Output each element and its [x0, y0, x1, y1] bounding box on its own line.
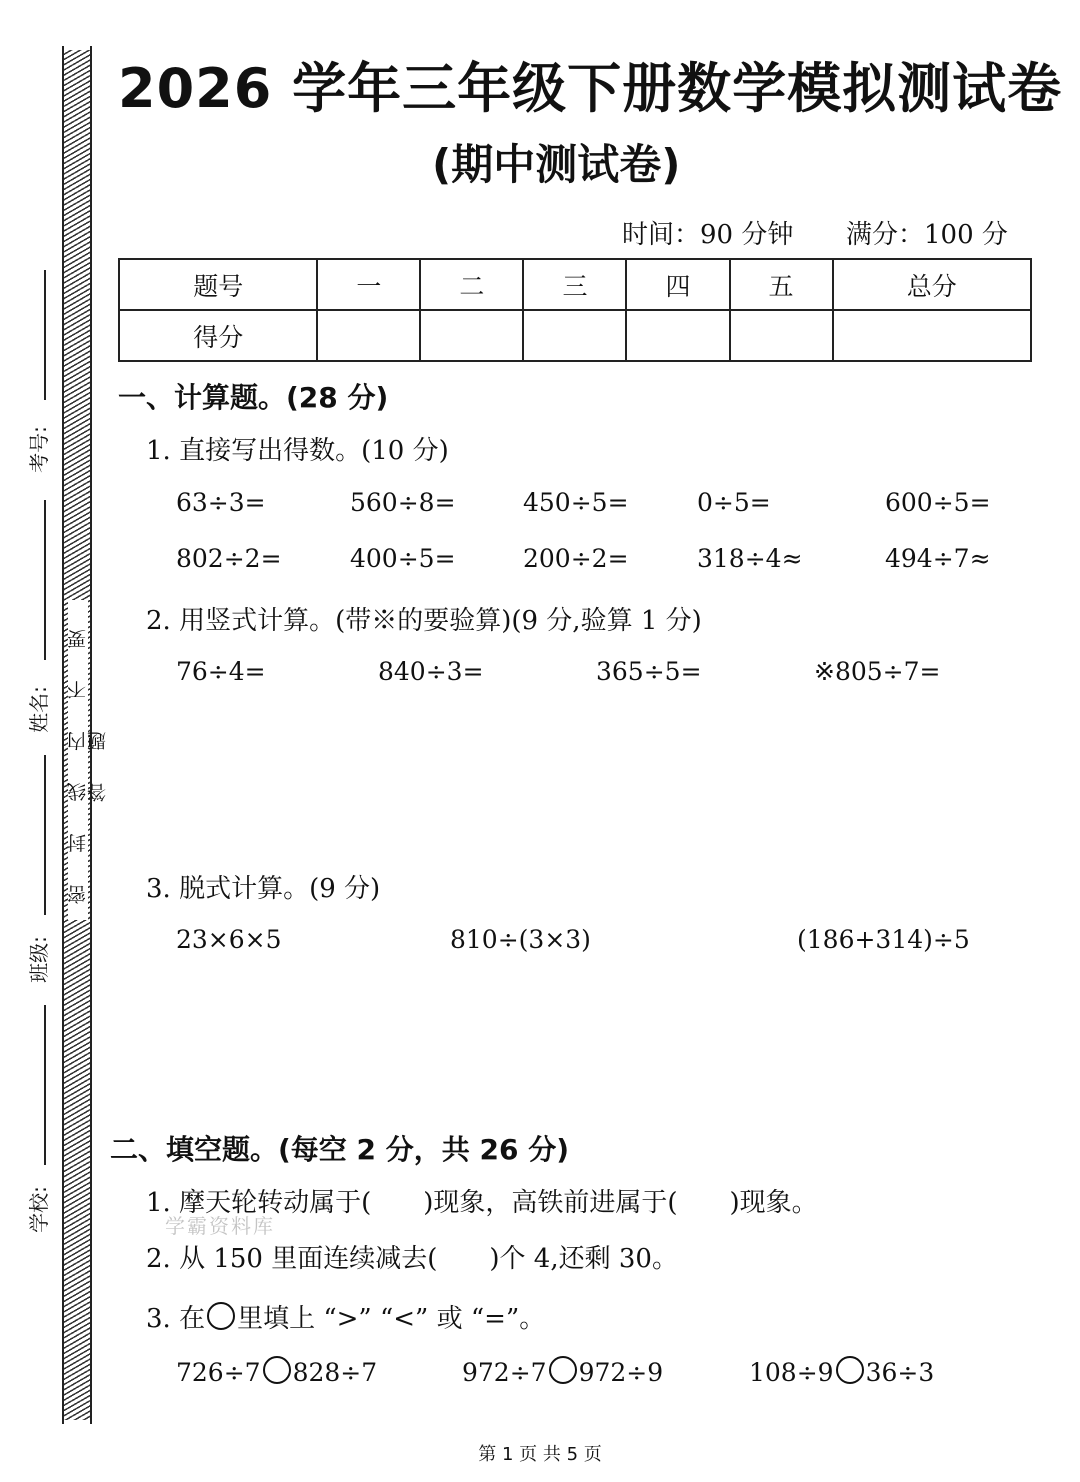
- score-cell-empty: [317, 310, 420, 361]
- vertical-calc-item: 76÷4=: [176, 657, 266, 686]
- step-calc-item: (186+314)÷5: [797, 925, 970, 954]
- score-cell-empty: [420, 310, 523, 361]
- vertical-calc-item: 365÷5=: [596, 657, 702, 686]
- score-table-cell: 二: [420, 259, 523, 310]
- class-label: 班级:: [26, 936, 51, 983]
- exam-full-score: 满分：100 分: [846, 220, 1008, 250]
- q2-3-part-b: 里填上 “>” “<” 或 “=”。: [237, 1304, 546, 1334]
- q2-1-part-c: )现象。: [729, 1188, 818, 1218]
- exam-number-line: [44, 270, 46, 400]
- q2-2-part-b: )个 4,还剩 30。: [489, 1244, 678, 1274]
- oral-calc-item: 600÷5=: [885, 488, 991, 517]
- circle-icon: [836, 1356, 864, 1384]
- score-cell-empty: [523, 310, 626, 361]
- score-table-cell: 题号: [119, 259, 317, 310]
- score-cell-empty: [730, 310, 833, 361]
- section-2-title: 二、填空题。(每空 2 分，共 26 分): [110, 1133, 570, 1166]
- score-cell-empty: [626, 310, 729, 361]
- school-line: [44, 1005, 46, 1165]
- score-table-cell: 四: [626, 259, 729, 310]
- page-footer: 第 1 页 共 5 页: [478, 1444, 602, 1465]
- score-table-header-row: [119, 259, 1031, 310]
- page-subtitle: (期中测试卷): [432, 140, 681, 189]
- oral-calc-item: 200÷2=: [523, 544, 629, 573]
- page-title: 2026 学年三年级下册数学模拟测试卷: [118, 57, 1063, 120]
- q1-3-title: 3. 脱式计算。(9 分): [146, 874, 381, 904]
- oral-calc-item: 450÷5=: [523, 488, 629, 517]
- school-label: 学校:: [26, 1186, 51, 1233]
- section-1-title: 一、计算题。(28 分): [118, 381, 389, 414]
- q1-2-title: 2. 用竖式计算。(带※的要验算)(9 分,验算 1 分): [146, 606, 702, 636]
- compare-right: 828÷7: [292, 1358, 378, 1387]
- score-table-cell: 三: [523, 259, 626, 310]
- compare-item: [749, 1356, 934, 1387]
- score-table: [118, 258, 1032, 362]
- vertical-calc-item: 840÷3=: [378, 657, 484, 686]
- oral-calc-item: 63÷3=: [176, 488, 266, 517]
- exam-time: 时间：90 分钟: [622, 220, 794, 250]
- score-table-score-row: [119, 310, 1031, 361]
- compare-right: 972÷9: [578, 1358, 664, 1387]
- compare-left: 108÷9: [749, 1358, 834, 1387]
- q2-1-part-b: )现象，高铁前进属于(: [423, 1188, 678, 1218]
- class-line: [44, 755, 46, 915]
- score-cell-empty: [833, 310, 1031, 361]
- step-calc-item: 23×6×5: [176, 925, 282, 954]
- oral-calc-item: 494÷7≈: [885, 544, 991, 573]
- compare-left: 726÷7: [176, 1358, 261, 1387]
- oral-calc-item: 560÷8=: [350, 488, 456, 517]
- circle-icon: [207, 1302, 235, 1330]
- q2-1-part-a: 1. 摩天轮转动属于(: [146, 1188, 372, 1218]
- exam-number-label: 考号:: [26, 426, 51, 473]
- compare-right: 36÷3: [865, 1358, 935, 1387]
- name-label: 姓名:: [26, 686, 51, 733]
- oral-calc-item: 400÷5=: [350, 544, 456, 573]
- oral-calc-item: 0÷5=: [697, 488, 771, 517]
- compare-item: [462, 1356, 663, 1387]
- name-line: [44, 500, 46, 660]
- compare-item: [176, 1356, 377, 1387]
- q1-1-title: 1. 直接写出得数。(10 分): [146, 436, 449, 466]
- watermark: 学霸资料库: [165, 1214, 275, 1238]
- seal-line-text: 密 封 线 内 不 要 答 题: [68, 600, 88, 920]
- q2-2-part-a: 2. 从 150 里面连续减去(: [146, 1244, 438, 1274]
- score-table-cell: 五: [730, 259, 833, 310]
- score-table-cell: 一: [317, 259, 420, 310]
- compare-left: 972÷7: [462, 1358, 547, 1387]
- q2-3-part-a: 3. 在: [146, 1304, 206, 1334]
- score-table-cell: 总分: [833, 259, 1031, 310]
- oral-calc-item: 802÷2=: [176, 544, 282, 573]
- q2-3-text: [146, 1298, 545, 1335]
- score-table-cell: 得分: [119, 310, 317, 361]
- circle-icon: [263, 1356, 291, 1384]
- step-calc-item: 810÷(3×3): [450, 925, 591, 954]
- q2-2-text: [146, 1238, 678, 1275]
- circle-icon: [549, 1356, 577, 1384]
- oral-calc-item: 318÷4≈: [697, 544, 803, 573]
- vertical-calc-item: ※805÷7=: [814, 657, 941, 686]
